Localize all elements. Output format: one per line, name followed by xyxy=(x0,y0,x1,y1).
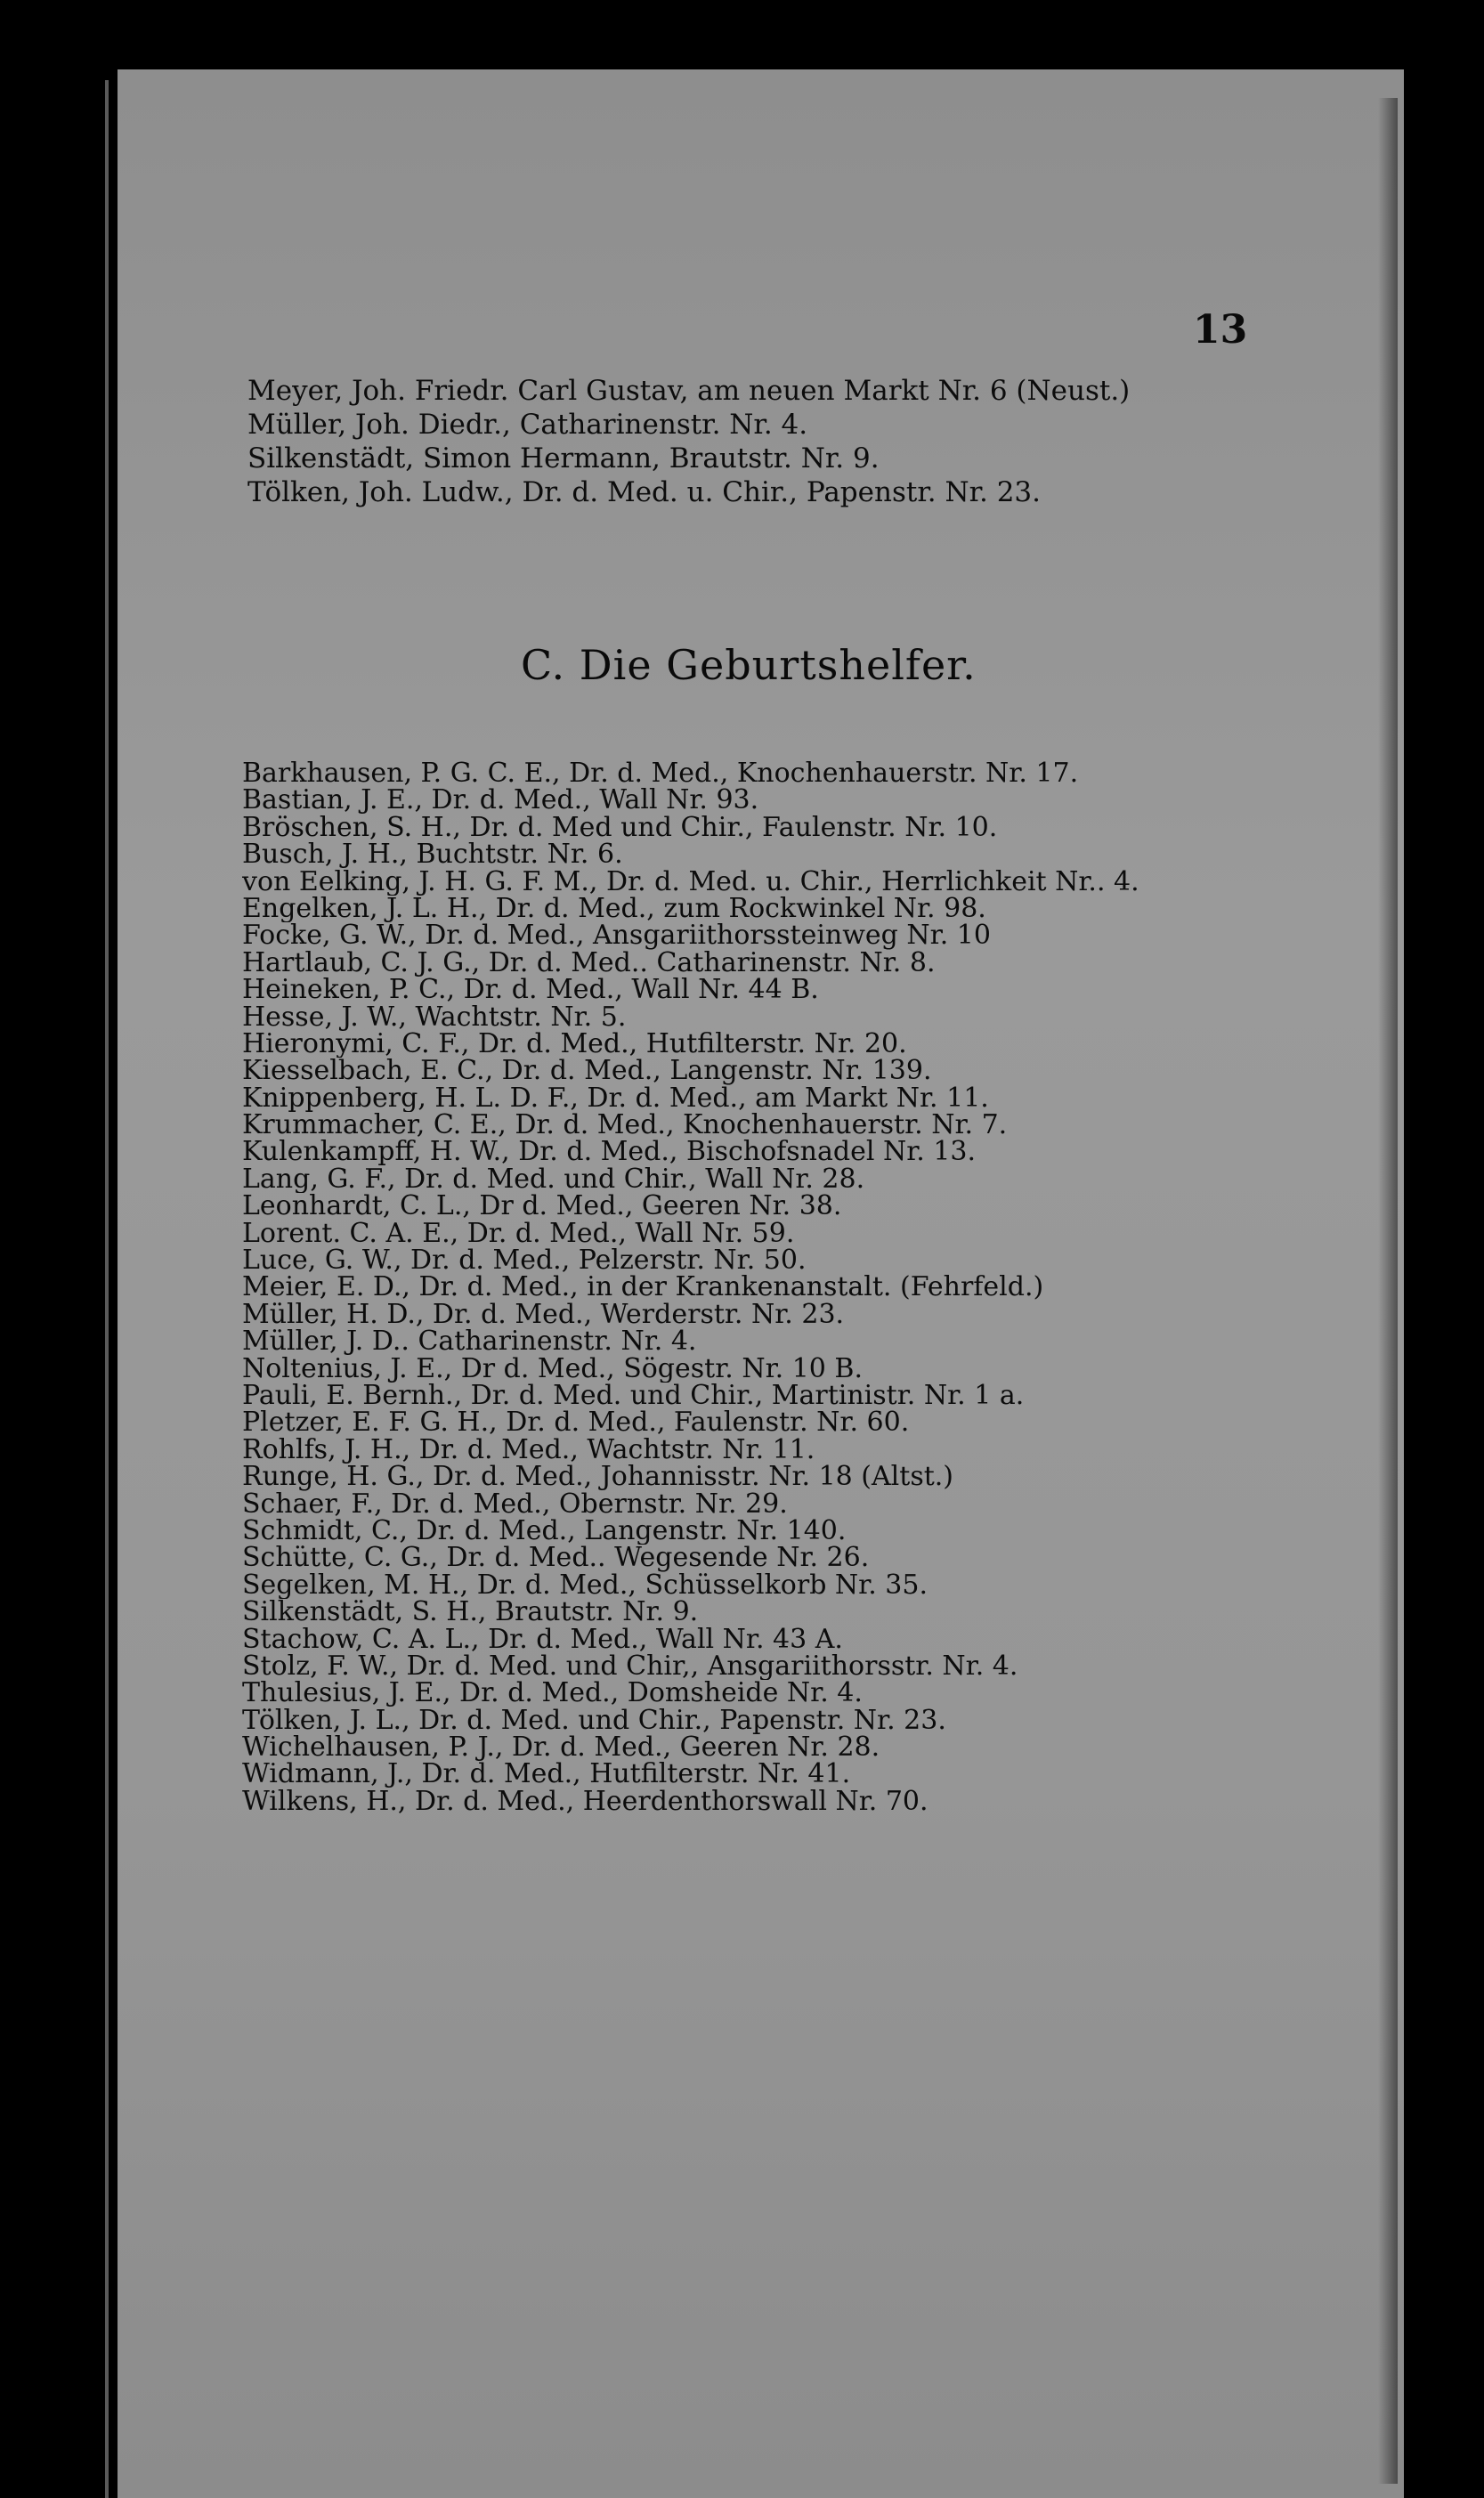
list-item: Hieronymi, C. F., Dr. d. Med., Hutfilterstr. Nr. 20. xyxy=(242,1030,907,1058)
list-item: Wilkens, H., Dr. d. Med., Heerdenthorswall Nr. 70. xyxy=(242,1788,929,1816)
list-item: Müller, H. D., Dr. d. Med., Werderstr. Nr. 23. xyxy=(242,1301,845,1329)
list-item: Knippenberg, H. L. D. F., Dr. d. Med., am Markt Nr. 11. xyxy=(242,1084,989,1113)
list-item: Tölken, J. L., Dr. d. Med. und Chir., Papenstr. Nr. 23. xyxy=(242,1707,946,1735)
list-item: Silkenstädt, S. H., Brautstr. Nr. 9. xyxy=(242,1599,699,1626)
list-item: Leonhardt, C. L., Dr d. Med., Geeren Nr. 38. xyxy=(242,1193,842,1221)
list-item: Heineken, P. C., Dr. d. Med., Wall Nr. 44 B. xyxy=(242,977,819,1004)
list-item: Müller, Joh. Diedr., Catharinenstr. Nr. 4. xyxy=(247,409,808,441)
list-item: Krummacher, C. E., Dr. d. Med., Knochenhauerstr. Nr. 7. xyxy=(242,1112,1008,1140)
list-item: Pletzer, E. F. G. H., Dr. d. Med., Faulenstr. Nr. 60. xyxy=(242,1409,910,1437)
list-item: Hartlaub, C. J. G., Dr. d. Med.. Catharinenstr. Nr. 8. xyxy=(242,949,936,977)
list-item: Tölken, Joh. Ludw., Dr. d. Med. u. Chir., Papenstr. Nr. 23. xyxy=(247,476,1041,508)
list-item: Pauli, E. Bernh., Dr. d. Med. und Chir., Martinistr. Nr. 1 a. xyxy=(242,1383,1025,1410)
list-item: Lorent. C. A. E., Dr. d. Med., Wall Nr. 59. xyxy=(242,1220,795,1248)
list-item: Focke, G. W., Dr. d. Med., Ansgariithorssteinweg Nr. 10 xyxy=(242,922,991,950)
list-item: Busch, J. H., Buchtstr. Nr. 6. xyxy=(242,841,623,869)
list-item: Bastian, J. E., Dr. d. Med., Wall Nr. 93. xyxy=(242,787,759,815)
list-item: Schütte, C. G., Dr. d. Med.. Wegesende Nr. 26. xyxy=(242,1545,870,1572)
page-number: 13 xyxy=(1193,307,1248,353)
list-item: Thulesius, J. E., Dr. d. Med., Domsheide Nr. 4. xyxy=(242,1680,863,1707)
list-item: von Eelking, J. H. G. F. M., Dr. d. Med. u. Chir., Herrlichkeit Nr.. 4. xyxy=(242,868,1139,896)
list-item: Wichelhausen, P. J., Dr. d. Med., Geeren Nr. 28. xyxy=(242,1734,880,1762)
binding-edge xyxy=(105,80,109,2498)
list-item: Müller, J. D.. Catharinenstr. Nr. 4. xyxy=(242,1328,697,1356)
section-heading: C. Die Geburtshelfer. xyxy=(521,641,977,689)
list-item: Meyer, Joh. Friedr. Carl Gustav, am neuen Markt Nr. 6 (Neust.) xyxy=(247,375,1131,407)
list-item: Schmidt, C., Dr. d. Med., Langenstr. Nr. 140. xyxy=(242,1517,847,1545)
list-item: Lang, G. F., Dr. d. Med. und Chir., Wall Nr. 28. xyxy=(242,1165,865,1194)
list-item: Hesse, J. W., Wachtstr. Nr. 5. xyxy=(242,1003,627,1031)
list-item: Rohlfs, J. H., Dr. d. Med., Wachtstr. Nr. 11. xyxy=(242,1436,815,1464)
list-item: Segelken, M. H., Dr. d. Med., Schüsselkorb Nr. 35. xyxy=(242,1571,929,1600)
list-item: Silkenstädt, Simon Hermann, Brautstr. Nr. 9. xyxy=(247,442,880,474)
list-item: Meier, E. D., Dr. d. Med., in der Krankenanstalt. (Fehrfeld.) xyxy=(242,1274,1044,1302)
list-item: Kiesselbach, E. C., Dr. d. Med., Langenstr. Nr. 139. xyxy=(242,1058,932,1085)
list-item: Stachow, C. A. L., Dr. d. Med., Wall Nr. 43 A. xyxy=(242,1626,843,1653)
top-entry-list xyxy=(247,374,1342,509)
list-item: Noltenius, J. E., Dr d. Med., Sögestr. Nr. 10 B. xyxy=(242,1355,863,1383)
list-item: Bröschen, S. H., Dr. d. Med und Chir., Faulenstr. Nr. 10. xyxy=(242,814,998,842)
list-item: Kulenkampff, H. W., Dr. d. Med., Bischofsnadel Nr. 13. xyxy=(242,1139,977,1166)
list-item: Barkhausen, P. G. C. E., Dr. d. Med., Knochenhauerstr. Nr. 17. xyxy=(242,760,1079,788)
entry-list xyxy=(242,760,1346,1815)
list-item: Luce, G. W., Dr. d. Med., Pelzerstr. Nr. 50. xyxy=(242,1247,807,1275)
list-item: Schaer, F., Dr. d. Med., Obernstr. Nr. 29. xyxy=(242,1490,788,1518)
list-item: Runge, H. G., Dr. d. Med., Johannisstr. Nr. 18 (Altst.) xyxy=(242,1464,954,1491)
list-item: Stolz, F. W., Dr. d. Med. und Chir,, Ansgariithorsstr. Nr. 4. xyxy=(242,1652,1018,1681)
list-item: Widmann, J., Dr. d. Med., Hutfilterstr. Nr. 41. xyxy=(242,1761,851,1788)
list-item: Engelken, J. L. H., Dr. d. Med., zum Rockwinkel Nr. 98. xyxy=(242,895,986,923)
page-edge-shadow xyxy=(1378,98,1398,2484)
